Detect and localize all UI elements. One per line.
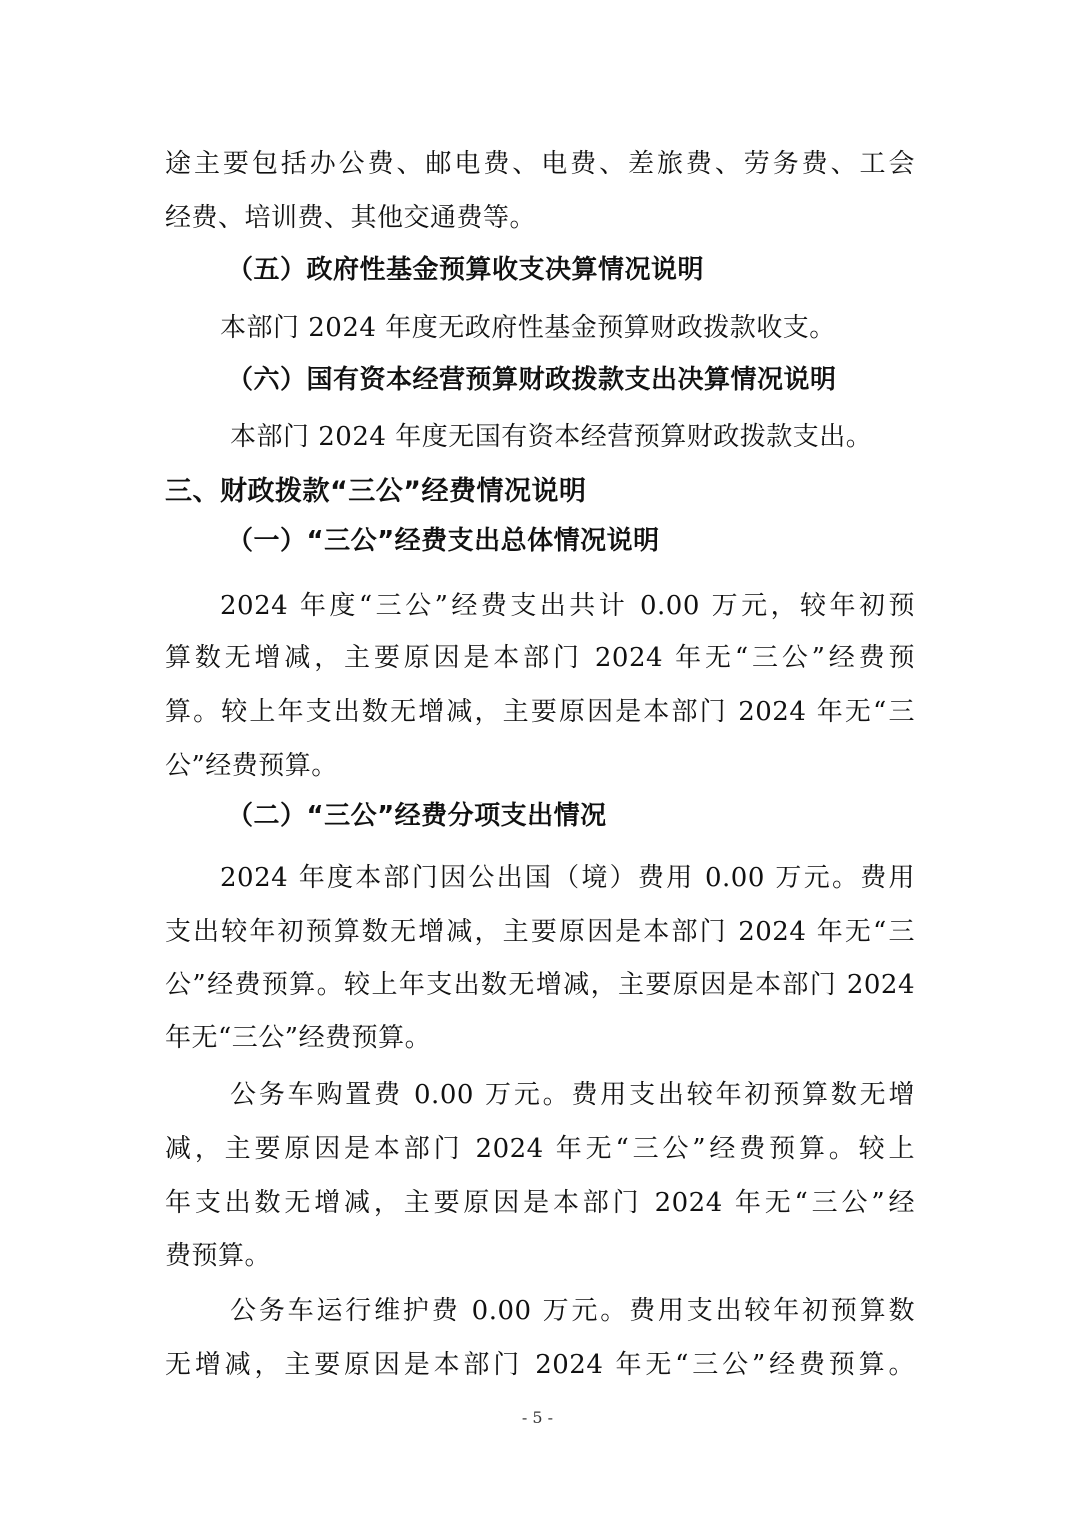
body-text-line: 公”经费预算。: [165, 751, 338, 781]
section-heading-5: （五）政府性基金预算收支决算情况说明: [227, 255, 705, 285]
body-text-line: 支出较年初预算数无增减，主要原因是本部门 2024 年无“三: [165, 917, 915, 947]
body-text-line: 2024 年度“三公”经费支出共计 0.00 万元，较年初预: [220, 591, 915, 621]
body-text-line: 无增减，主要原因是本部门 2024 年无“三公”经费预算。: [165, 1350, 915, 1380]
body-text-line: 本部门 2024 年度无政府性基金预算财政拨款收支。: [220, 313, 836, 343]
body-text-line: 年无“三公”经费预算。: [165, 1023, 432, 1053]
section-heading-2: （二）“三公”经费分项支出情况: [227, 801, 607, 831]
body-text-line: 途主要包括办公费、邮电费、电费、差旅费、劳务费、工会: [165, 149, 915, 179]
body-text-line: 费预算。: [165, 1241, 272, 1271]
body-text-line: 本部门 2024 年度无国有资本经营预算财政拨款支出。: [230, 422, 873, 452]
body-text-line: 公务车运行维护费 0.00 万元。费用支出较年初预算数: [230, 1296, 915, 1326]
body-text-line: 经费、培训费、其他交通费等。: [165, 203, 537, 233]
page-number: - 5 -: [521, 1408, 554, 1427]
section-heading-1: （一）“三公”经费支出总体情况说明: [227, 526, 660, 556]
body-text-line: 算数无增减，主要原因是本部门 2024 年无“三公”经费预: [165, 643, 915, 673]
body-text-line: 年支出数无增减，主要原因是本部门 2024 年无“三公”经: [165, 1188, 915, 1218]
body-text-line: 2024 年度本部门因公出国（境）费用 0.00 万元。费用: [220, 863, 915, 893]
body-text-line: 公”经费预算。较上年支出数无增减，主要原因是本部门 2024: [165, 970, 915, 1000]
chapter-heading-3: 三、财政拨款“三公”经费情况说明: [165, 476, 587, 507]
body-text-line: 公务车购置费 0.00 万元。费用支出较年初预算数无增: [230, 1080, 915, 1110]
section-heading-6: （六）国有资本经营预算财政拨款支出决算情况说明: [227, 365, 837, 395]
body-text-line: 减，主要原因是本部门 2024 年无“三公”经费预算。较上: [165, 1134, 915, 1164]
body-text-line: 算。较上年支出数无增减，主要原因是本部门 2024 年无“三: [165, 697, 915, 727]
